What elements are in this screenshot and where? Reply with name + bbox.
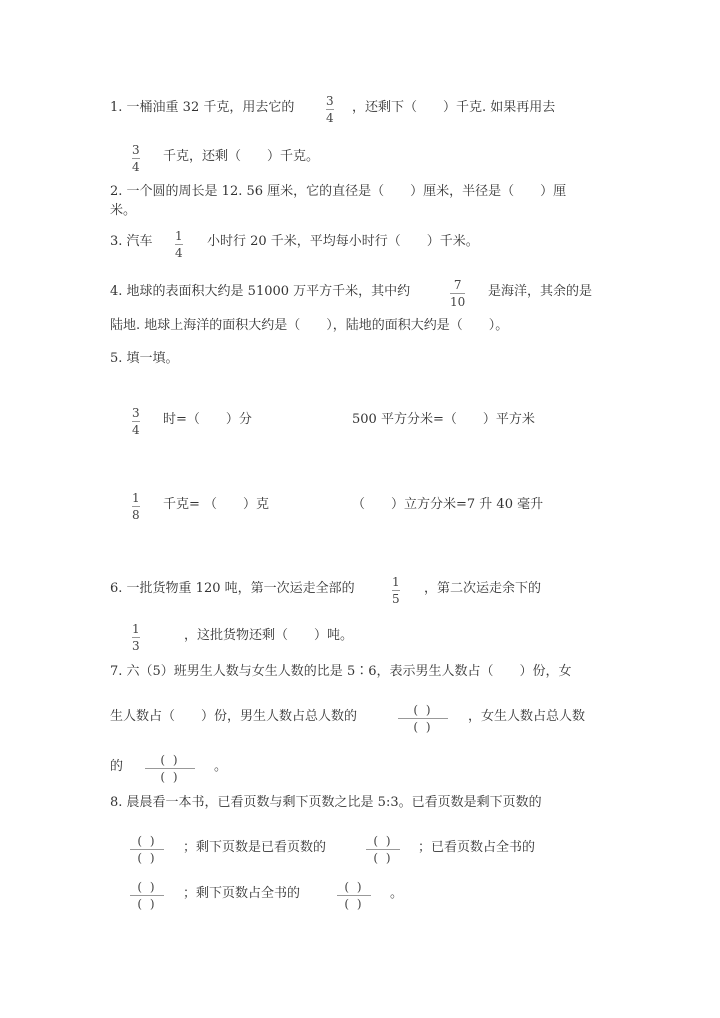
fraction-bar <box>132 637 140 638</box>
fraction-part: 3 <box>132 143 140 157</box>
q7-text-b: 生人数占（ ）份，男生人数占总人数的 <box>110 709 358 724</box>
fraction-bar <box>337 895 371 896</box>
q2-text-a: 2. 一个圆的周长是 12. 56 厘米，它的直径是（ ）厘米，半径是（ ）厘 <box>110 184 567 199</box>
fraction-part: 3 <box>132 639 140 653</box>
fraction-7-10 <box>450 278 465 309</box>
fraction-part: 3 <box>132 406 140 420</box>
fraction-3-4 <box>132 143 140 174</box>
fraction-bar <box>392 590 400 591</box>
blank-fraction[interactable] <box>366 834 400 865</box>
q3-text-a: 3. 汽车 <box>110 234 153 249</box>
fraction-bar <box>450 293 465 294</box>
fraction-part: 7 <box>453 278 462 292</box>
blank-fraction[interactable] <box>398 703 448 734</box>
fraction-1-4 <box>175 229 183 260</box>
fraction-part: ( ) <box>373 851 393 865</box>
fraction-3-4 <box>132 406 140 437</box>
blank-fraction[interactable] <box>145 753 195 784</box>
blank-fraction[interactable] <box>130 880 164 911</box>
q6-text-b: ，第二次运走余下的 <box>424 581 542 596</box>
q1-text-b: ，还剩下（ ）千克. 如果再用去 <box>352 100 556 115</box>
fraction-part: ( ) <box>137 897 157 911</box>
fraction-part: ( ) <box>413 703 433 717</box>
q6-text-c: ，这批货物还剩（ ）吨。 <box>184 628 354 643</box>
fraction-1-8 <box>132 491 140 522</box>
q5-item-4: （ ）立方分米=7 升 40 毫升 <box>352 497 544 512</box>
fraction-1-5 <box>392 575 400 606</box>
q4-text-a: 4. 地球的表面积大约是 51000 万平方千米，其中约 <box>110 284 411 299</box>
fraction-bar <box>132 421 140 422</box>
q7-text-d: 的 <box>110 759 124 774</box>
blank-fraction[interactable] <box>130 834 164 865</box>
fraction-bar <box>366 849 400 850</box>
q8-text-e: 。 <box>390 886 404 901</box>
q7-text-c: ，女生人数占总人数 <box>468 709 586 724</box>
fraction-part: 4 <box>326 111 334 125</box>
fraction-3-4 <box>326 94 334 125</box>
fraction-part: ( ) <box>137 834 157 848</box>
fraction-part: ( ) <box>160 770 180 784</box>
q5-item-3: 千克= （ ）克 <box>163 497 270 512</box>
q8-text-b: ；剩下页数是已看页数的 <box>183 840 327 855</box>
fraction-part: 10 <box>450 295 466 309</box>
q8-text-d: ；剩下页数占全书的 <box>183 886 301 901</box>
fraction-bar <box>132 506 140 507</box>
fraction-bar <box>145 768 195 769</box>
q6-text-a: 6. 一批货物重 120 吨，第一次运走全部的 <box>110 581 355 596</box>
q1-text-a: 1. 一桶油重 32 千克，用去它的 <box>110 100 295 115</box>
fraction-bar <box>398 718 448 719</box>
fraction-bar <box>130 849 164 850</box>
fraction-part: ( ) <box>137 880 157 894</box>
fraction-part: 8 <box>132 508 140 522</box>
fraction-1-3 <box>132 622 140 653</box>
fraction-part: 4 <box>132 423 140 437</box>
q3-text-b: 小时行 20 千米，平均每小时行（ ）千米。 <box>207 234 479 249</box>
q4-text-b: 是海洋，其余的是 <box>488 284 593 299</box>
fraction-part: 3 <box>326 94 334 108</box>
fraction-part: ( ) <box>373 834 393 848</box>
fraction-part: 1 <box>175 229 183 243</box>
fraction-part: ( ) <box>344 897 364 911</box>
q8-text-c: ；已看页数占全书的 <box>418 840 536 855</box>
fraction-part: ( ) <box>160 753 180 767</box>
fraction-part: ( ) <box>137 851 157 865</box>
fraction-bar <box>326 109 334 110</box>
q5-item-1: 时=（ ）分 <box>163 412 252 427</box>
q4-text-c: 陆地. 地球上海洋的面积大约是（ ），陆地的面积大约是（ ）。 <box>110 318 509 333</box>
q5-item-2: 500 平方分米=（ ）平方米 <box>352 412 535 427</box>
fraction-part: 1 <box>392 575 400 589</box>
q5-title: 5. 填一填。 <box>110 351 179 366</box>
q8-text-a: 8. 晨晨看一本书，已看页数与剩下页数之比是 5:3。已看页数是剩下页数的 <box>110 795 542 810</box>
fraction-part: 1 <box>132 491 140 505</box>
q7-text-e: 。 <box>214 759 228 774</box>
blank-fraction[interactable] <box>337 880 371 911</box>
fraction-part: 4 <box>175 246 183 260</box>
q1-text-c: 千克，还剩（ ）千克。 <box>163 149 320 164</box>
fraction-part: ( ) <box>413 720 433 734</box>
fraction-part: 5 <box>392 592 400 606</box>
q2-text-b: 米。 <box>110 203 137 218</box>
fraction-part: ( ) <box>344 880 364 894</box>
fraction-bar <box>175 244 183 245</box>
fraction-bar <box>130 895 164 896</box>
q7-text-a: 7. 六（5）班男生人数与女生人数的比是 5∶6，表示男生人数占（ ）份，女 <box>110 664 572 679</box>
fraction-part: 1 <box>132 622 140 636</box>
fraction-bar <box>132 158 140 159</box>
fraction-part: 4 <box>132 160 140 174</box>
